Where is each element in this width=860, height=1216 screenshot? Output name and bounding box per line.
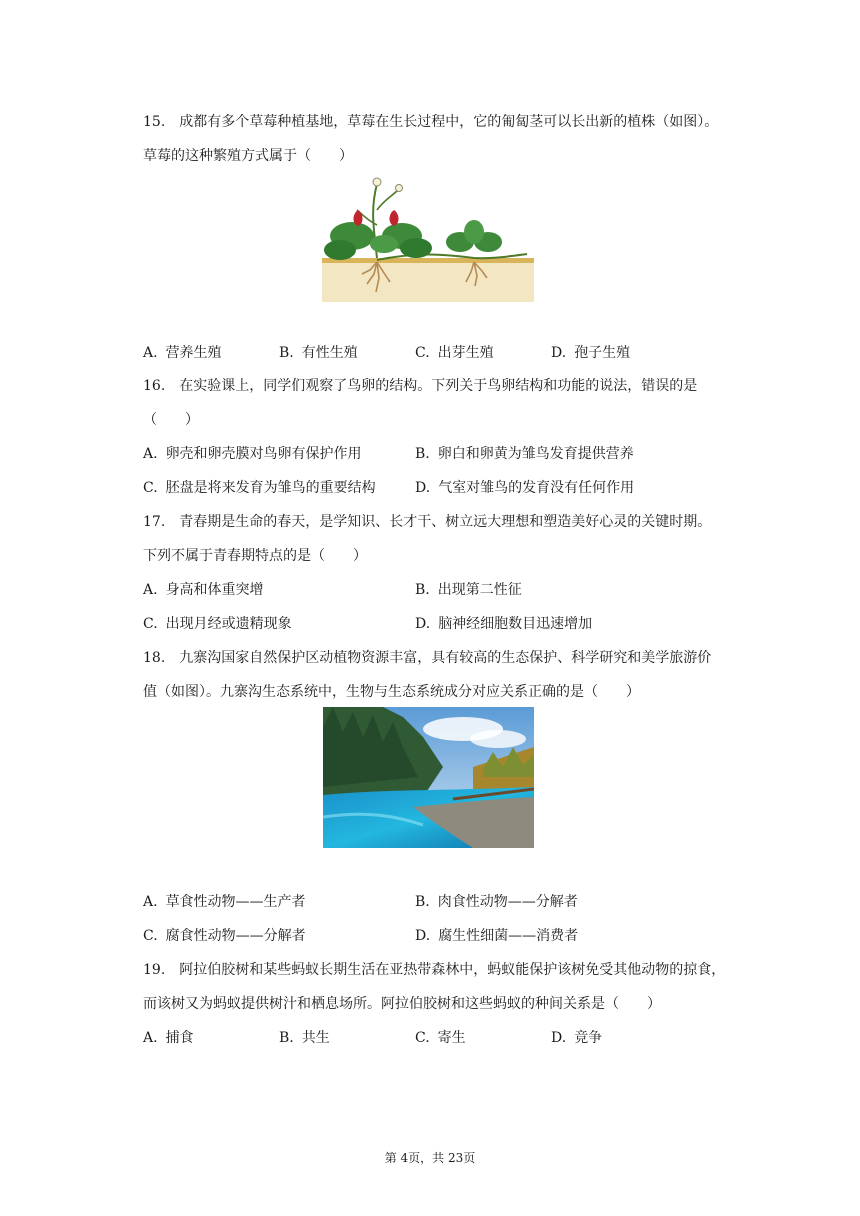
q16-line-2: （ ） — [143, 412, 199, 428]
q18-line-2: 值（如图）。九寨沟生态系统中，生物与生态系统成分对应关系正确的是（ ） — [143, 684, 640, 700]
q19-line-2: 而该树又为蚂蚁提供树汁和栖息场所。阿拉伯胶树和这些蚂蚁的种间关系是（ ） — [143, 996, 661, 1012]
q17-option-c: C. 出现月经或遗精现象 — [143, 616, 292, 632]
q19-number: 19. — [143, 962, 166, 978]
q18-option-a: A. 草食性动物——生产者 — [143, 894, 306, 910]
q16-option-b: B. 卵白和卵黄为雏鸟发育提供营养 — [415, 446, 634, 462]
q17-option-a: A. 身高和体重突增 — [143, 582, 264, 598]
q17-option-b: B. 出现第二性征 — [415, 582, 522, 598]
q15-option-d: D. 孢子生殖 — [551, 345, 631, 361]
q18-option-b: B. 肉食性动物——分解者 — [415, 894, 578, 910]
q15-option-c: C. 出芽生殖 — [415, 345, 494, 361]
q19-option-c: C. 寄生 — [415, 1030, 466, 1046]
q17-number: 17. — [143, 514, 166, 530]
q18-option-d: D. 腐生性细菌——消费者 — [415, 928, 579, 944]
jiuzhaigou-photo — [323, 707, 534, 848]
q16-number: 16. — [143, 378, 166, 394]
q18-option-c: C. 腐食性动物——分解者 — [143, 928, 306, 944]
q15-option-b: B. 有性生殖 — [279, 345, 358, 361]
q15-number: 15. — [143, 114, 166, 130]
page-footer: 第 4页，共 23页 — [384, 1151, 476, 1165]
q17-line-1: 17. 青春期是生命的春天，是学知识、长才干、树立远大理想和塑造美好心灵的关键时期。 — [143, 514, 712, 530]
q16-line-1: 16. 在实验课上，同学们观察了鸟卵的结构。下列关于鸟卵结构和功能的说法，错误的是 — [143, 378, 698, 394]
q15-line-1: 15. 成都有多个草莓种植基地，草莓在生长过程中，它的匍匐茎可以长出新的植株（如图）。 — [143, 114, 719, 130]
q19-line-1: 19. 阿拉伯胶树和某些蚂蚁长期生活在亚热带森林中，蚂蚁能保护该树免受其他动物的掠食， — [143, 962, 726, 978]
q19-option-d: D. 竞争 — [551, 1030, 603, 1046]
q16-option-c: C. 胚盘是将来发育为雏鸟的重要结构 — [143, 480, 376, 496]
q17-option-d: D. 脑神经细胞数目迅速增加 — [415, 616, 593, 632]
q18-number: 18. — [143, 650, 166, 666]
q18-line-1: 18. 九寨沟国家自然保护区动植物资源丰富，具有较高的生态保护、科学研究和美学旅游价 — [143, 650, 712, 666]
q17-line-2: 下列不属于青春期特点的是（ ） — [143, 548, 367, 564]
q15-line-2: 草莓的这种繁殖方式属于（ ） — [143, 148, 353, 164]
strawberry-figure — [322, 170, 534, 302]
q15-option-a: A. 营养生殖 — [143, 345, 222, 361]
q16-option-d: D. 气室对雏鸟的发育没有任何作用 — [415, 480, 635, 496]
q16-option-a: A. 卵壳和卵壳膜对鸟卵有保护作用 — [143, 446, 362, 462]
q19-option-b: B. 共生 — [279, 1030, 330, 1046]
q19-option-a: A. 捕食 — [143, 1030, 194, 1046]
